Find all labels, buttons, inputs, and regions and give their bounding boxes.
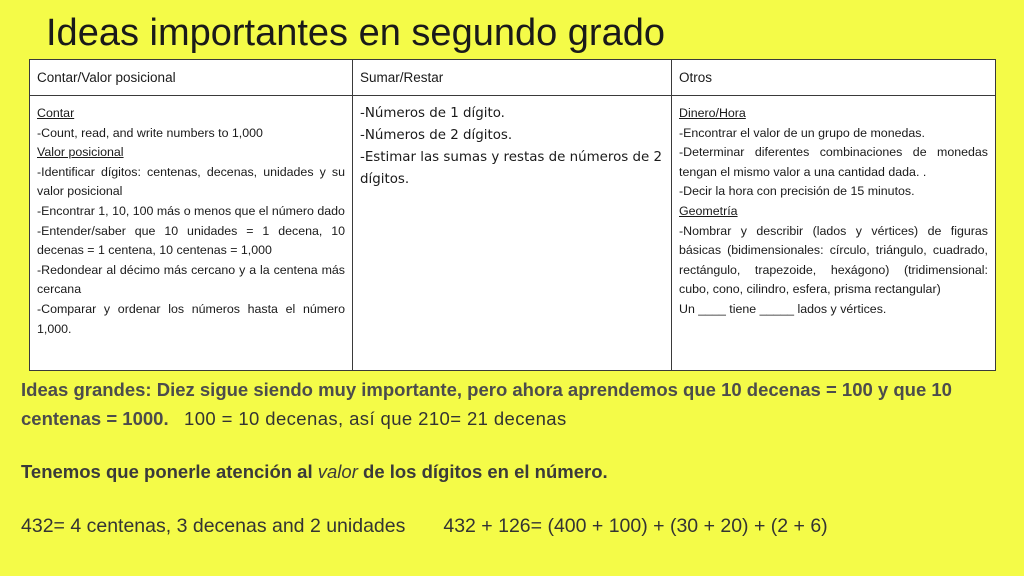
big-ideas-bold: Ideas grandes: Diez sigue siendo muy importante, pero ahora aprendemos que 10 decenas = 100 y que 10 centenas = 1000. (21, 379, 952, 429)
list-item: -Encontrar 1, 10, 100 más o menos que el número dado (37, 203, 345, 218)
list-item: -Nombrar y describir (lados y vértices) de figuras básicas (bidimensionales: círculo, triángulo, cuadrado, rectángulo, trapezoide, hexágono) (tridimensional: cubo, cono, cilindro, esfera, prisma rectangular) (679, 223, 988, 297)
geometria-heading: Geometría (679, 203, 738, 218)
example-line (21, 515, 828, 538)
attention-after: de los dígitos en el número. (363, 461, 608, 482)
list-item: -Count, read, and write numbers to 1,000 (37, 125, 263, 140)
header-sumar: Sumar/Restar (353, 60, 672, 96)
example-left: 432= 4 centenas, 3 decenas and 2 unidades (21, 515, 406, 537)
list-item: -Redondear al décimo más cercano y a la centena más cercana (37, 262, 345, 297)
list-item: -Comparar y ordenar los números hasta el número 1,000. (37, 301, 345, 336)
list-item: -Determinar diferentes combinaciones de monedas tengan el mismo valor a una cantidad dada. . (679, 145, 988, 179)
list-item: -Números de 2 dígitos. (360, 128, 513, 143)
list-item: -Encontrar el valor de un grupo de monedas. (679, 125, 925, 140)
list-item: -Números de 1 dígito. (360, 106, 505, 121)
contar-heading: Contar (37, 106, 75, 120)
cell-sumar (353, 96, 672, 371)
list-item: Un ____ tiene _____ lados y vértices. (679, 301, 887, 316)
header-contar: Contar/Valor posicional (30, 60, 353, 96)
table-header-row (30, 60, 996, 96)
cell-contar (30, 96, 353, 371)
attention-before: Tenemos que ponerle atención al (21, 461, 313, 482)
big-ideas (21, 375, 1011, 433)
valor-posicional-heading: Valor posicional (37, 145, 124, 160)
header-otros: Otros (672, 60, 996, 96)
big-ideas-plain: 100 = 10 decenas, así que 210= 21 decenas (184, 408, 567, 429)
list-item: -Decir la hora con precisión de 15 minutos. (679, 184, 915, 199)
list-item: -Estimar las sumas y restas de números de 2 dígitos. (360, 150, 663, 187)
list-item: -Entender/saber que 10 unidades = 1 decena, 10 decenas = 1 centena, 10 centenas = 1,000 (37, 223, 345, 258)
table-body-row (30, 96, 996, 371)
dinero-hora-heading: Dinero/Hora (679, 106, 746, 120)
example-right: 432 + 126= (400 + 100) + (30 + 20) + (2 + 6) (443, 515, 828, 537)
attention-emphasis: valor (317, 461, 358, 482)
ideas-table (29, 59, 996, 371)
attention-note (21, 461, 608, 483)
slide-title: Ideas importantes en segundo grado (46, 12, 665, 54)
list-item: -Identificar dígitos: centenas, decenas, unidades y su valor posicional (37, 164, 345, 199)
cell-otros (672, 96, 996, 371)
